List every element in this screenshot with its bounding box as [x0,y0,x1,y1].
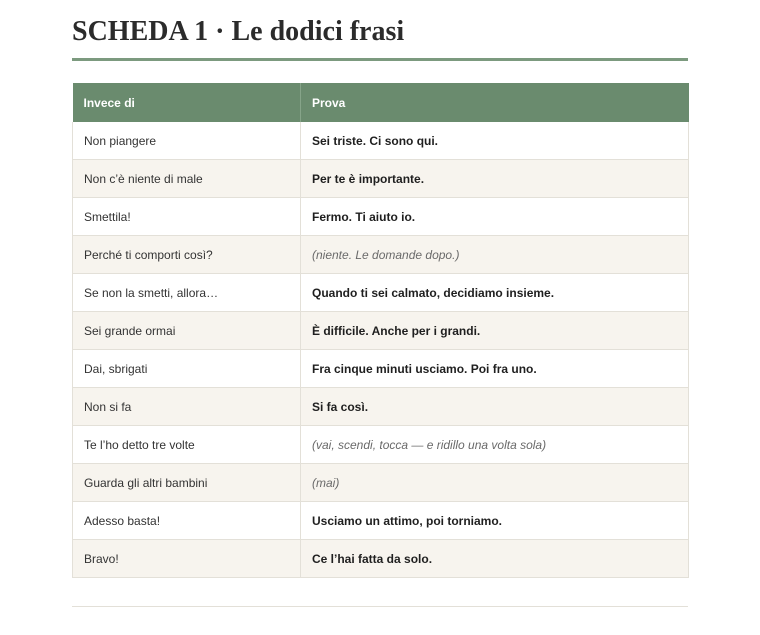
instead-phrase: Guarda gli altri bambini [73,464,301,502]
title-divider [72,58,688,61]
try-phrase: (mai) [301,464,689,502]
try-phrase: Per te è importante. [301,160,689,198]
try-phrase: Ce l’hai fatta da solo. [301,540,689,578]
column-header-try: Prova [301,83,689,122]
table-row [73,160,689,198]
instead-phrase: Non si fa [73,388,301,426]
worksheet [72,0,688,578]
try-phrase: (vai, scendi, tocca — e ridillo una volta sola) [301,426,689,464]
instead-phrase: Sei grande ormai [73,312,301,350]
instead-phrase: Se non la smetti, allora… [73,274,301,312]
footer-divider [72,606,688,607]
table-row [73,502,689,540]
table-header-row [73,83,689,122]
phrases-table [72,83,689,578]
table-row [73,122,689,160]
try-phrase: Fermo. Ti aiuto io. [301,198,689,236]
try-phrase: Si fa così. [301,388,689,426]
table-row [73,274,689,312]
table-row [73,312,689,350]
instead-phrase: Bravo! [73,540,301,578]
table-row [73,426,689,464]
try-phrase: Fra cinque minuti usciamo. Poi fra uno. [301,350,689,388]
try-phrase: (niente. Le domande dopo.) [301,236,689,274]
table-row [73,350,689,388]
try-phrase: Sei triste. Ci sono qui. [301,122,689,160]
instead-phrase: Smettila! [73,198,301,236]
try-phrase: Quando ti sei calmato, decidiamo insieme. [301,274,689,312]
instead-phrase: Te l’ho detto tre volte [73,426,301,464]
table-row [73,388,689,426]
table-row [73,198,689,236]
instead-phrase: Perché ti comporti così? [73,236,301,274]
instead-phrase: Non c’è niente di male [73,160,301,198]
instead-phrase: Dai, sbrigati [73,350,301,388]
column-header-instead: Invece di [73,83,301,122]
instead-phrase: Adesso basta! [73,502,301,540]
table-row [73,236,689,274]
try-phrase: È difficile. Anche per i grandi. [301,312,689,350]
page-title: SCHEDA 1 · Le dodici frasi [72,16,405,47]
table-row [73,464,689,502]
instead-phrase: Non piangere [73,122,301,160]
table-row [73,540,689,578]
try-phrase: Usciamo un attimo, poi torniamo. [301,502,689,540]
